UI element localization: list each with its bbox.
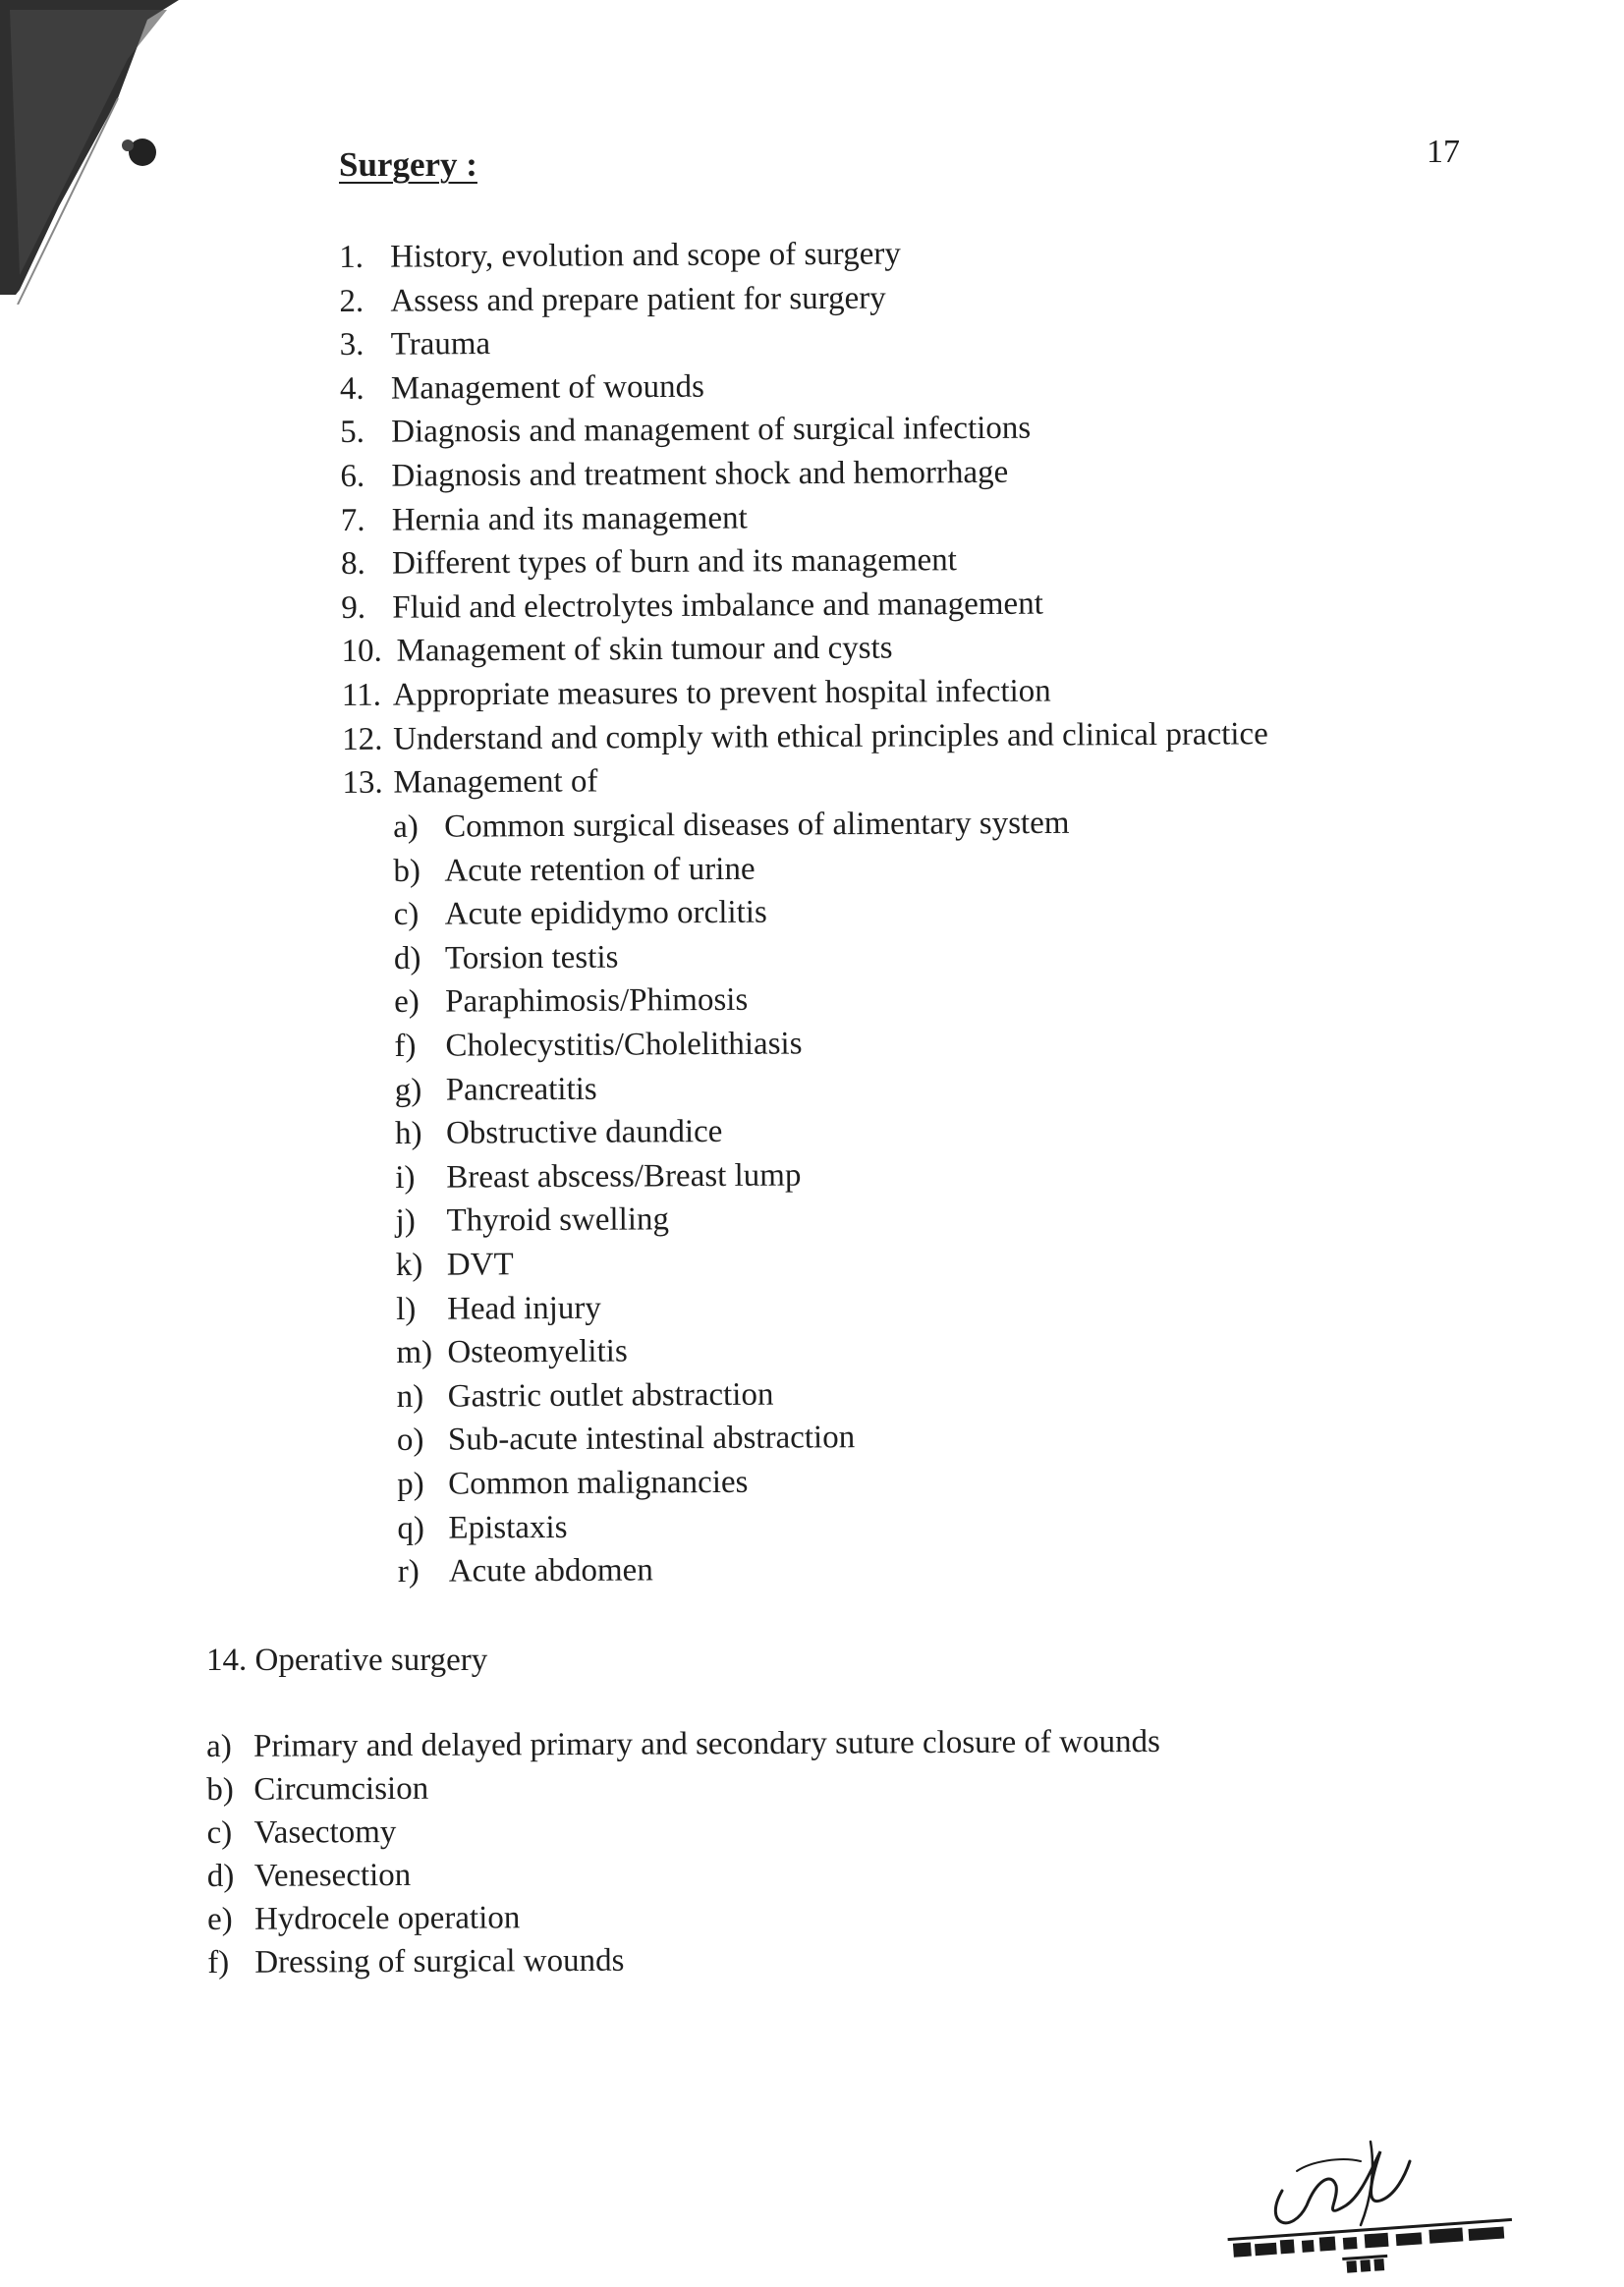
item-letter: d) xyxy=(393,940,421,976)
list-item xyxy=(341,580,1471,631)
item-letter: a) xyxy=(206,1728,232,1764)
item-text: Common surgical diseases of alimentary system xyxy=(444,805,1070,845)
list-item xyxy=(340,361,1470,412)
item-letter: k) xyxy=(395,1247,423,1283)
item-text: Pancreatitis xyxy=(445,1071,597,1108)
list-item xyxy=(339,229,1469,280)
item-text: Hernia and its management xyxy=(391,500,748,538)
item-letter: r) xyxy=(397,1553,420,1590)
operative-surgery-list xyxy=(206,1719,1386,1984)
item-text: Thyroid swelling xyxy=(446,1201,670,1240)
item-text: Diagnosis and treatment shock and hemorrhage xyxy=(391,454,1009,494)
item-number: 9. xyxy=(341,589,366,626)
item-letter: a) xyxy=(393,809,419,845)
item-text: History, evolution and scope of surgery xyxy=(390,236,901,275)
item-letter: l) xyxy=(396,1291,417,1327)
list-item xyxy=(341,623,1471,674)
item-letter: i) xyxy=(395,1159,416,1196)
item-text: Obstructive daundice xyxy=(445,1114,723,1151)
item-letter: h) xyxy=(394,1115,422,1152)
item-letter: c) xyxy=(206,1814,233,1851)
item-text: Epistaxis xyxy=(448,1509,568,1546)
item-text: Acute retention of urine xyxy=(444,851,756,889)
item-text: Dressing of surgical wounds xyxy=(254,1942,625,1980)
item-text: Acute abdomen xyxy=(448,1552,653,1590)
list-item xyxy=(394,888,1278,937)
item-letter: o) xyxy=(396,1422,424,1459)
item-text: Trauma xyxy=(390,326,491,363)
list-item xyxy=(397,1369,1281,1419)
item-text: Sub-acute intestinal abstraction xyxy=(447,1420,856,1458)
item-letter: e) xyxy=(206,1901,233,1937)
item-number: 1. xyxy=(339,239,364,275)
item-number: 12. xyxy=(342,721,383,757)
item-text: Assess and prepare patient for surgery xyxy=(390,280,886,319)
item-text: Diagnosis and management of surgical infections xyxy=(391,411,1032,451)
list-item xyxy=(395,1107,1279,1156)
item-text: Osteomyelitis xyxy=(447,1333,628,1370)
item-text: Common malignancies xyxy=(448,1464,749,1502)
item-text: Cholecystitis/Cholelithiasis xyxy=(445,1026,803,1064)
list-item xyxy=(393,844,1277,893)
item-number: 4. xyxy=(339,370,364,407)
item-letter: g) xyxy=(394,1072,422,1108)
list-item xyxy=(207,1849,1386,1898)
list-item xyxy=(394,931,1278,980)
item-number: 2. xyxy=(339,283,364,319)
item-text: Primary and delayed primary and secondary suture closure of wounds xyxy=(253,1723,1161,1764)
list-item xyxy=(395,1150,1279,1199)
item-text: Hydrocele operation xyxy=(253,1900,521,1937)
item-text: Vasectomy xyxy=(253,1813,397,1851)
item-letter: m) xyxy=(396,1334,433,1371)
list-item xyxy=(397,1457,1281,1506)
item-text: Circumcision xyxy=(253,1770,429,1808)
item-number: 10. xyxy=(341,634,382,670)
list-item xyxy=(342,754,1472,806)
item-number: 3. xyxy=(339,327,364,363)
list-item xyxy=(206,1719,1385,1768)
item-text: Acute epididymo orclitis xyxy=(444,894,767,932)
item-number: 7. xyxy=(340,502,365,538)
item-letter: d) xyxy=(206,1858,235,1894)
item-letter: q) xyxy=(397,1510,425,1546)
list-item xyxy=(395,1063,1279,1112)
list-item xyxy=(395,1195,1279,1244)
list-item xyxy=(342,710,1472,761)
topic-list xyxy=(339,229,1473,806)
item-letter: n) xyxy=(396,1378,424,1415)
list-item xyxy=(339,273,1469,324)
item-text: Head injury xyxy=(447,1290,601,1327)
operative-surgery-title: 14. Operative surgery xyxy=(206,1643,488,1678)
item-letter: f) xyxy=(207,1944,230,1980)
list-item xyxy=(397,1414,1281,1463)
list-item xyxy=(206,1806,1385,1855)
item-text: Appropriate measures to prevent hospital infection xyxy=(392,673,1051,713)
item-letter: j) xyxy=(395,1203,416,1240)
item-letter: c) xyxy=(393,897,420,933)
item-number: 13. xyxy=(342,764,383,802)
management-sublist xyxy=(393,801,1282,1594)
item-text: Paraphimosis/Phimosis xyxy=(445,982,749,1021)
item-number: 5. xyxy=(340,415,365,451)
item-text: Understand and comply with ethical principles and clinical practice xyxy=(393,715,1268,757)
item-letter: e) xyxy=(394,984,420,1021)
item-text: Fluid and electrolytes imbalance and management xyxy=(392,586,1043,626)
list-item xyxy=(394,1019,1278,1068)
item-letter: f) xyxy=(394,1028,417,1064)
section-heading: Surgery : xyxy=(339,145,477,184)
list-item xyxy=(396,1238,1280,1287)
item-letter: b) xyxy=(393,853,421,889)
item-text: DVT xyxy=(446,1247,514,1283)
item-letter: p) xyxy=(397,1466,424,1502)
list-item xyxy=(207,1892,1386,1941)
scan-shadow-corner xyxy=(0,0,187,305)
list-item xyxy=(342,667,1472,718)
item-text: Gastric outlet abstraction xyxy=(447,1376,774,1415)
list-item xyxy=(207,1935,1386,1984)
list-item xyxy=(341,492,1471,543)
page-number: 17 xyxy=(1427,134,1460,170)
list-item xyxy=(340,316,1470,367)
item-number: 8. xyxy=(340,545,365,583)
item-text: Different types of burn and its management xyxy=(391,542,958,582)
item-text: Venesection xyxy=(253,1857,412,1894)
list-item xyxy=(396,1282,1280,1331)
item-text: Management of xyxy=(393,763,598,801)
list-item xyxy=(341,535,1471,586)
list-item xyxy=(206,1762,1385,1812)
item-letter: b) xyxy=(206,1771,234,1808)
list-item xyxy=(398,1545,1282,1594)
list-item xyxy=(393,801,1277,850)
list-item xyxy=(394,976,1278,1025)
list-item xyxy=(396,1326,1280,1375)
list-item xyxy=(340,448,1470,499)
list-item xyxy=(340,404,1470,455)
signature-stamp xyxy=(1223,2132,1518,2279)
item-text: Torsion testis xyxy=(444,939,619,976)
item-text: Management of skin tumour and cysts xyxy=(396,630,893,669)
item-text: Management of wounds xyxy=(390,368,704,407)
item-number: 11. xyxy=(341,677,381,713)
item-text: Breast abscess/Breast lump xyxy=(446,1157,802,1196)
list-item xyxy=(397,1501,1281,1550)
item-number: 6. xyxy=(340,458,365,494)
